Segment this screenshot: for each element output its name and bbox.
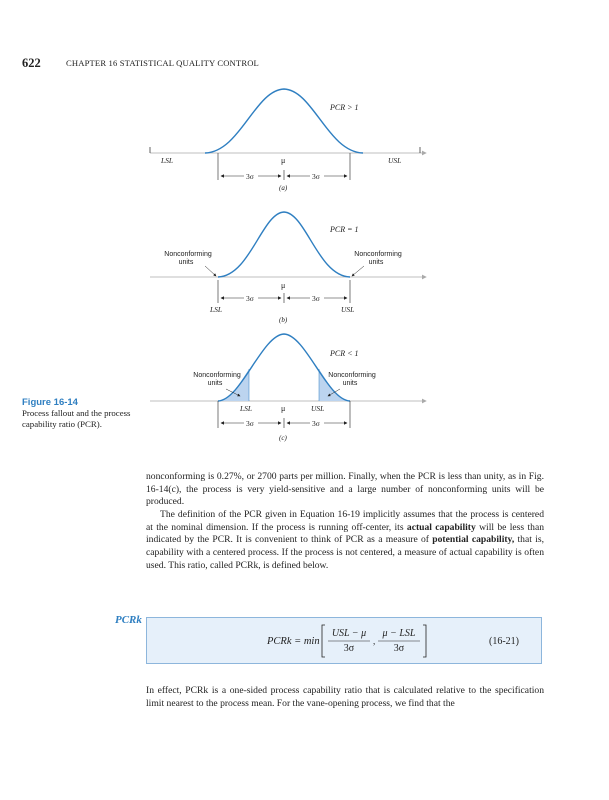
panel-b: [150, 212, 426, 324]
usl-label-b: USL: [341, 305, 355, 314]
pcr-label-a: PCR > 1: [330, 103, 359, 112]
equation-denominator-2: 3σ: [393, 643, 405, 654]
equation-side-label: PCRk: [115, 614, 142, 626]
equation-denominator-1: 3σ: [343, 643, 355, 654]
panel-c: [150, 334, 426, 442]
normal-curve-a: [205, 89, 363, 153]
body-paragraph-2: The definition of the PCR given in Equation 16-19 implicitly assumes that the process is centered at the nominal dimension. If the process is running off-center, its actual capability will be less than indicated by the PCR. It is convenient to think of PCR as a measure of potential capability, that is, capability with a centered process. If the process is not centered, a measure of actual capability is often used. This ratio, called PCRk, is defined below.: [146, 509, 544, 571]
sigma-left-a: 3σ: [246, 172, 254, 181]
nonconf-right-c: Nonconforming units: [328, 372, 376, 387]
nonconf-left-b: Nonconforming units: [164, 251, 212, 266]
pcr-label-b: PCR = 1: [330, 225, 359, 234]
nonconf-left-c: Nonconforming units: [193, 372, 241, 387]
body-paragraph-3: In effect, PCRk is a one-sided process capability ratio that is calculated relative to the specification limit nearest to the process mean. For the vane-opening process, we find that the: [146, 685, 544, 709]
nonconf-right-b: Nonconforming units: [354, 251, 402, 266]
normal-curve-b: [218, 212, 350, 277]
page-number: 622: [22, 56, 41, 70]
sublabel-b: (b): [279, 316, 288, 324]
sigma-left-c: 3σ: [246, 419, 254, 428]
chapter-header: CHAPTER 16 STATISTICAL QUALITY CONTROL: [66, 58, 259, 68]
term-actual-capability: actual capability: [406, 521, 476, 533]
pcr-label-c: PCR < 1: [330, 349, 359, 358]
equation-numerator-1: USL − μ: [331, 628, 367, 639]
equation-number: (16-21): [489, 636, 519, 647]
sigma-right-b: 3σ: [312, 294, 320, 303]
sigma-left-b: 3σ: [246, 294, 254, 303]
panel-a: [150, 89, 426, 192]
lsl-label-a: LSL: [161, 156, 174, 165]
figure-caption-title: Figure 16-14: [22, 397, 78, 408]
sigma-right-a: 3σ: [312, 172, 320, 181]
lsl-label-c: LSL: [240, 404, 253, 413]
sublabel-a: (a): [279, 184, 288, 192]
mu-label-b: μ: [281, 281, 286, 290]
lsl-label-b: LSL: [210, 305, 223, 314]
sigma-right-c: 3σ: [312, 419, 320, 428]
usl-label-c: USL: [311, 404, 325, 413]
svg-text:,: ,: [373, 636, 376, 646]
body-paragraph-1: nonconforming is 0.27%, or 2700 parts per million. Finally, when the PCR is less than unity, as in Fig. 16-14(c), the process is very yield-sensitive and a large number of nonconforming units will be produced.: [146, 471, 544, 508]
mu-label-a: μ: [281, 156, 286, 165]
mu-label-c: μ: [281, 404, 286, 413]
equation-numerator-2: μ − LSL: [382, 628, 416, 639]
sublabel-c: (c): [279, 434, 287, 442]
usl-label-a: USL: [388, 156, 402, 165]
term-potential-capability: potential capability,: [432, 534, 515, 546]
equation-lhs: PCRk = min: [267, 636, 320, 647]
figure-caption-text: Process fallout and the process capability ratio (PCR).: [22, 408, 131, 430]
